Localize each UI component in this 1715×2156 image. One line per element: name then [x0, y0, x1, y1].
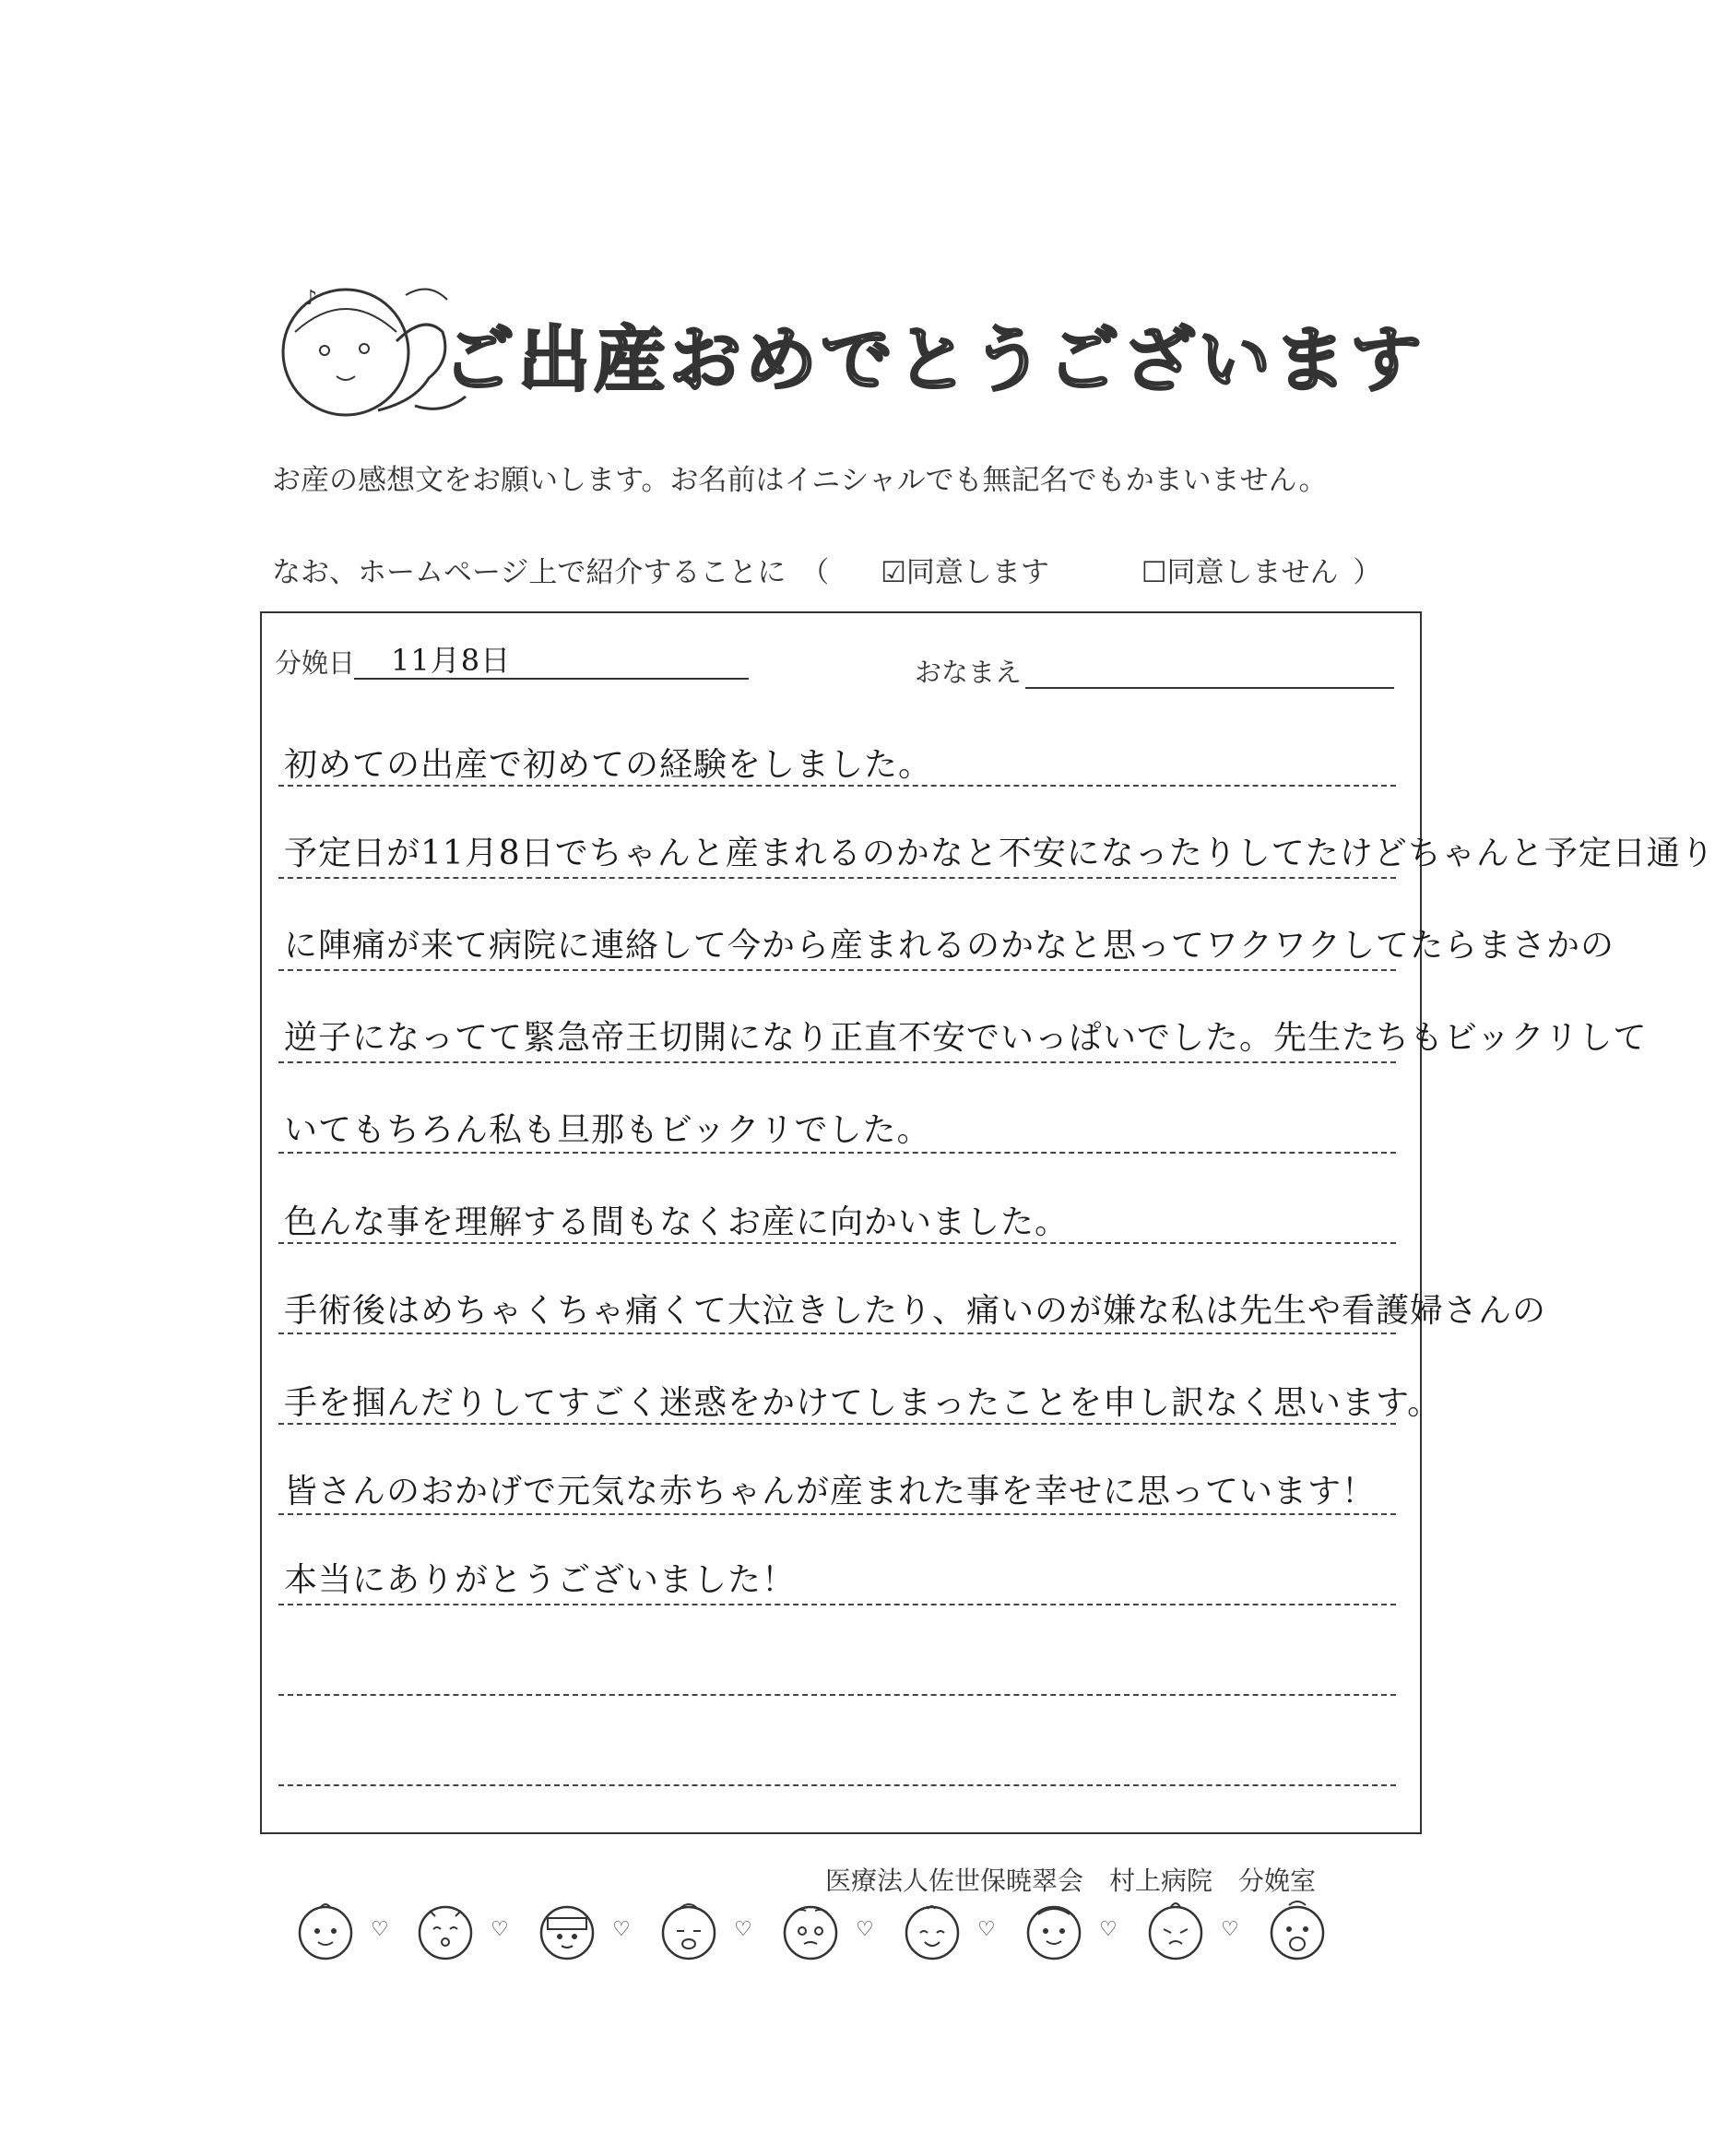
comment-line: いてもちろん私も旦那もビックリでした。: [284, 1111, 931, 1149]
baby-face-icon: [778, 1898, 843, 1962]
ruled-line: [278, 1423, 1396, 1425]
name-underline: [1025, 687, 1394, 689]
baby-face-icon: [1022, 1898, 1086, 1962]
disagree-checkbox[interactable]: ☐同意しません: [1141, 556, 1339, 589]
heart-icon: ♡: [977, 1918, 996, 1941]
baby-face-icon: [900, 1898, 964, 1962]
baby-face-icon: [413, 1898, 478, 1962]
comment-form: [260, 611, 1715, 1834]
ruled-line: [278, 877, 1396, 879]
ruled-line: [278, 1513, 1396, 1515]
comment-line: 皆さんのおかげで元気な赤ちゃんが産まれた事を幸せに思っています！: [284, 1473, 1377, 1510]
ruled-line: [278, 969, 1396, 971]
comment-line: 逆子になってて緊急帝王切開になり正直不安でいっぱいでした。先生たちもビックリして: [284, 1019, 1648, 1057]
ruled-line: [278, 1152, 1396, 1154]
consent-row: [272, 549, 1387, 590]
heart-icon: ♡: [734, 1918, 752, 1941]
birth-date-value[interactable]: 11月8日: [391, 643, 512, 678]
banner-title: ご出産おめでとうございます: [443, 319, 1426, 402]
comment-line: 初めての出産で初めての経験をしました。: [284, 746, 933, 784]
ruled-line: [278, 1242, 1396, 1244]
baby-face-icon: [1265, 1898, 1330, 1962]
heart-icon: ♡: [491, 1918, 509, 1941]
comment-line: 予定日が11月8日でちゃんと産まれるのかなと不安になったりしてたけどちゃんと予定日通り: [284, 835, 1715, 872]
ruled-line: [278, 785, 1396, 787]
greeting-banner: [267, 277, 1426, 424]
consent-close-paren: ）: [1353, 556, 1382, 589]
agree-checkbox[interactable]: ☑同意します: [881, 556, 1049, 589]
heart-icon: ♡: [612, 1918, 631, 1941]
ruled-line: [278, 1694, 1396, 1696]
consent-prefix: なお、ホームページ上で紹介することに: [272, 556, 787, 589]
consent-open-paren: （: [800, 556, 830, 589]
comment-line: 本当にありがとうございました！: [284, 1561, 797, 1599]
comment-line: 色んな事を理解する間もなくお産に向かいました。: [284, 1203, 1070, 1241]
name-label: おなまえ: [915, 657, 1023, 688]
baby-face-icon: [656, 1898, 721, 1962]
birth-date-label: 分娩日: [275, 647, 356, 679]
heart-icon: ♡: [371, 1918, 389, 1941]
ruled-line: [278, 1333, 1396, 1334]
baby-faces-border: [293, 1898, 1372, 1962]
baby-face-icon: [1143, 1898, 1208, 1962]
baby-face-icon: [293, 1898, 358, 1962]
ruled-line: [278, 1604, 1396, 1605]
comment-line: に陣痛が来て病院に連絡して今から産まれるのかなと思ってワクワクしてたらまさかの: [284, 927, 1615, 965]
comment-line: 手術後はめちゃくちゃ痛くて大泣きしたり、痛いのが嫌な私は先生や看護婦さんの: [284, 1292, 1547, 1330]
heart-icon: ♡: [856, 1918, 874, 1941]
comment-line: 手を掴んだりしてすごく迷惑をかけてしまったことを申し訳なく思います。: [284, 1384, 1442, 1422]
svg-text:♪: ♪: [304, 287, 318, 310]
heart-icon: ♡: [1221, 1918, 1239, 1941]
heart-icon: ♡: [1099, 1918, 1118, 1941]
ruled-line: [278, 1784, 1396, 1786]
ruled-line: [278, 1061, 1396, 1063]
intro-text: お産の感想文をお願いします。お名前はイニシャルでも無記名でもかまいません。: [272, 464, 1328, 497]
hospital-name: 医療法人佐世保暁翠会 村上病院 分娩室: [825, 1866, 1317, 1896]
baby-face-icon: [535, 1898, 599, 1962]
